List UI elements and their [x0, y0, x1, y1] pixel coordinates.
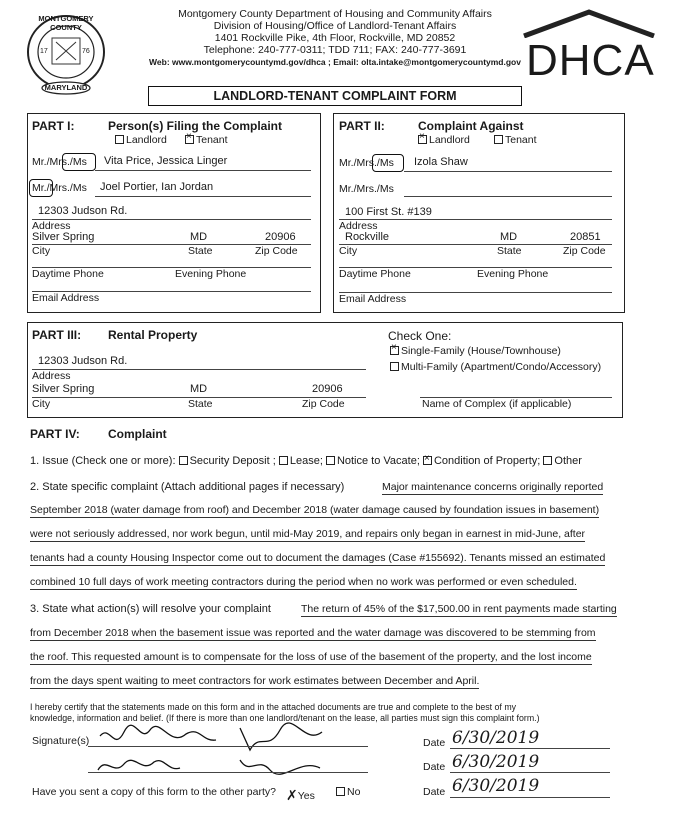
part2-state-label: State: [497, 245, 522, 257]
signature-scribble-1[interactable]: [90, 722, 330, 756]
issue-condition-of-property: Condition of Property;: [433, 455, 541, 467]
issue-lease: Lease;: [289, 455, 323, 467]
date-value-2[interactable]: 6/30/2019: [452, 752, 540, 772]
part2-zip-label: Zip Code: [563, 245, 606, 257]
part2-evening-phone-label: Evening Phone: [477, 268, 549, 280]
complaint-line-2[interactable]: September 2018 (water damage from roof) and December 2018 (water damage caused by foundation issues in basement): [30, 504, 600, 516]
checkbox-icon[interactable]: [279, 456, 288, 465]
part3-zip[interactable]: 20906: [312, 383, 343, 395]
part1-daytime-phone-label: Daytime Phone: [32, 268, 104, 280]
part3-single-family-option[interactable]: [390, 345, 561, 357]
complaint-line-4[interactable]: tenants had a county Housing Inspector come out to document the damages (Case #155692). Tenants missed an estimated: [30, 552, 606, 564]
part2-state[interactable]: MD: [500, 231, 518, 243]
part1-subheading: Person(s) Filing the Complaint: [108, 119, 283, 133]
part2-street-line: [339, 219, 612, 220]
seal-bottom-text: MARYLAND: [44, 83, 88, 92]
part3-street-line: [32, 369, 366, 370]
part1-name-1[interactable]: Vita Price, Jessica Linger: [104, 155, 228, 167]
signature-line-1: [88, 746, 368, 747]
date-line-3: [450, 797, 610, 798]
part1-zip-label: Zip Code: [255, 245, 298, 257]
header-line-5: Web: www.montgomerycountymd.gov/dhca ; Email: olta.intake@montgomerycountymd.gov: [149, 57, 521, 67]
checkbox-icon[interactable]: [390, 362, 399, 371]
issue-row: [30, 454, 582, 468]
part4-subheading: Complaint: [108, 427, 167, 441]
option-label: Landlord: [429, 134, 470, 146]
header-line-4: Telephone: 240-777-0311; TDD 711; FAX: 240-777-3691: [203, 44, 467, 56]
checkbox-icon[interactable]: [543, 456, 552, 465]
part2-city[interactable]: Rockville: [345, 231, 390, 243]
checkbox-icon[interactable]: [179, 456, 188, 465]
part2-street[interactable]: 100 First St. #139: [345, 206, 432, 218]
header-line-1: Montgomery County Department of Housing and Community Affairs: [178, 8, 492, 20]
part3-zip-label: Zip Code: [302, 398, 345, 410]
form-title: LANDLORD-TENANT COMPLAINT FORM: [148, 86, 522, 106]
part1-name-1-line: [95, 170, 311, 171]
issue-notice-to-vacate: Notice to Vacate;: [336, 455, 420, 467]
signature-line-2: [88, 772, 368, 773]
date-label-1: Date: [423, 737, 446, 749]
part2-address-label: Address: [339, 220, 378, 232]
county-seal: [22, 12, 110, 96]
part2-subheading: Complaint Against: [418, 119, 524, 133]
part3-city[interactable]: Silver Spring: [32, 383, 95, 395]
part1-city[interactable]: Silver Spring: [32, 231, 95, 243]
date-value-1[interactable]: 6/30/2019: [452, 728, 540, 748]
part2-email-label: Email Address: [339, 293, 407, 305]
checked-checkbox-icon[interactable]: [418, 135, 427, 144]
part1-landlord-option[interactable]: [115, 134, 167, 146]
part1-address-label: Address: [32, 220, 71, 232]
part3-city-label: City: [32, 398, 51, 410]
option-label: Tenant: [196, 134, 228, 146]
part4-heading: PART IV:: [30, 427, 80, 441]
certification-line-1: I hereby certify that the statements made on this form and in the attached documents are true and complete to the best of my: [30, 702, 517, 712]
x-mark-icon: ✗: [286, 787, 298, 803]
part2-zip[interactable]: 20851: [570, 231, 601, 243]
checked-checkbox-icon[interactable]: [390, 346, 399, 355]
issue-question: 1. Issue (Check one or more):: [30, 455, 176, 467]
signature-scribble-2[interactable]: [90, 752, 330, 780]
date-label-3: Date: [423, 786, 446, 798]
part3-check-one: Check One:: [388, 329, 452, 343]
copy-no-option[interactable]: [336, 786, 360, 798]
complaint-question: 2. State specific complaint (Attach additional pages if necessary): [30, 481, 345, 493]
part3-state-label: State: [188, 398, 213, 410]
part3-state[interactable]: MD: [190, 383, 208, 395]
part2-heading: PART II:: [339, 119, 385, 133]
part2-city-label: City: [339, 245, 358, 257]
part1-email-label: Email Address: [32, 292, 100, 304]
issue-other: Other: [554, 455, 582, 467]
part2-landlord-option[interactable]: [418, 134, 470, 146]
header-line-3: 1401 Rockville Pike, 4th Floor, Rockville, MD 20852: [214, 32, 456, 44]
checkbox-icon[interactable]: [336, 787, 345, 796]
part1-name-2-line: [95, 196, 311, 197]
option-label: Tenant: [505, 134, 537, 146]
signature-label: Signature(s): [32, 735, 90, 747]
resolution-line-3[interactable]: the roof. This requested amount is to compensate for the loss of use of the basement of the property, and the lost income: [30, 651, 592, 663]
part1-city-label: City: [32, 245, 51, 257]
ms-circle-marker: [62, 153, 96, 171]
complaint-line-1[interactable]: Major maintenance concerns originally reported: [382, 481, 604, 493]
option-label: Single-Family (House/Townhouse): [401, 345, 561, 357]
part3-heading: PART III:: [32, 328, 82, 342]
part2-name-1-line: [404, 171, 612, 172]
header-line-2: Division of Housing/Office of Landlord-Tenant Affairs: [213, 20, 457, 32]
issue-security-deposit: Security Deposit ;: [189, 455, 276, 467]
part1-state[interactable]: MD: [190, 231, 208, 243]
part1-heading: PART I:: [32, 119, 75, 133]
certification-line-2: knowledge, information and belief. (If there is more than one landlord/tenant on the lease, all parties must sign this complaint form.): [30, 713, 540, 723]
option-label: Multi-Family (Apartment/Condo/Accessory): [401, 361, 602, 373]
part1-tenant-option[interactable]: [185, 134, 228, 146]
part2-daytime-phone-label: Daytime Phone: [339, 268, 411, 280]
part1-street[interactable]: 12303 Judson Rd.: [38, 205, 128, 217]
part1-evening-phone-label: Evening Phone: [175, 268, 247, 280]
seal-year-right: 76: [82, 48, 90, 55]
copy-yes-option[interactable]: [286, 786, 315, 803]
part2-name-1[interactable]: Izola Shaw: [414, 156, 468, 168]
part1-zip[interactable]: 20906: [265, 231, 296, 243]
complaint-line-5[interactable]: combined 10 full days of work meeting contractors during the period when no work was performed or even scheduled.: [30, 576, 577, 588]
part3-multi-family-option[interactable]: [390, 361, 601, 373]
checked-checkbox-icon[interactable]: [185, 135, 194, 144]
resolution-question: 3. State what action(s) will resolve your complaint: [30, 603, 271, 615]
seal-top-text: MONTGOMERY COUNTY: [38, 14, 94, 32]
checkbox-icon[interactable]: [494, 135, 503, 144]
part2-tenant-option[interactable]: [494, 134, 537, 146]
complaint-line-3[interactable]: were not seriously addressed, nor work begun, until mid-May 2019, and repairs only began in earnest in mid-June, after: [30, 528, 586, 540]
part2-salutation-1: Mr./Mrs./Ms: [339, 157, 394, 169]
dhca-logo: [514, 8, 664, 86]
option-label: Landlord: [126, 134, 167, 146]
resolution-line-2[interactable]: from December 2018 when the basement issue was reported and the water damage was discovered to be stemming from: [30, 627, 596, 639]
ms-circle-marker: [372, 154, 404, 172]
option-label: Yes: [297, 790, 315, 802]
part1-state-label: State: [188, 245, 213, 257]
part3-street[interactable]: 12303 Judson Rd.: [38, 355, 128, 367]
date-label-2: Date: [423, 761, 446, 773]
mr-circle-marker: [29, 179, 53, 197]
option-label: No: [347, 786, 361, 798]
part1-name-2[interactable]: Joel Portier, Ian Jordan: [100, 181, 214, 193]
resolution-line-1[interactable]: The return of 45% of the $17,500.00 in rent payments made starting: [301, 603, 617, 615]
resolution-line-4[interactable]: from the days spent waiting to meet contractors for work estimates between December and April.: [30, 675, 480, 687]
part3-subheading: Rental Property: [108, 328, 198, 342]
date-line-2: [450, 772, 610, 773]
checkbox-icon[interactable]: [326, 456, 335, 465]
part3-address-label: Address: [32, 370, 71, 382]
part1-salutation-1: Mr./Mrs./Ms: [32, 156, 87, 168]
part1-street-line: [32, 219, 311, 220]
checkbox-icon[interactable]: [115, 135, 124, 144]
part2-name-2-line: [404, 196, 612, 197]
part1-salutation-2: Mr./Mrs./Ms: [32, 182, 87, 194]
seal-year-left: 17: [40, 48, 48, 55]
date-value-3[interactable]: 6/30/2019: [452, 776, 540, 796]
part3-complex-label: Name of Complex (if applicable): [422, 398, 572, 410]
dhca-logo-text: DHCA: [526, 36, 655, 85]
date-line-1: [450, 748, 610, 749]
checked-checkbox-icon[interactable]: [423, 456, 432, 465]
part2-salutation-2: Mr./Mrs./Ms: [339, 183, 394, 195]
copy-question: Have you sent a copy of this form to the other party?: [32, 786, 276, 798]
